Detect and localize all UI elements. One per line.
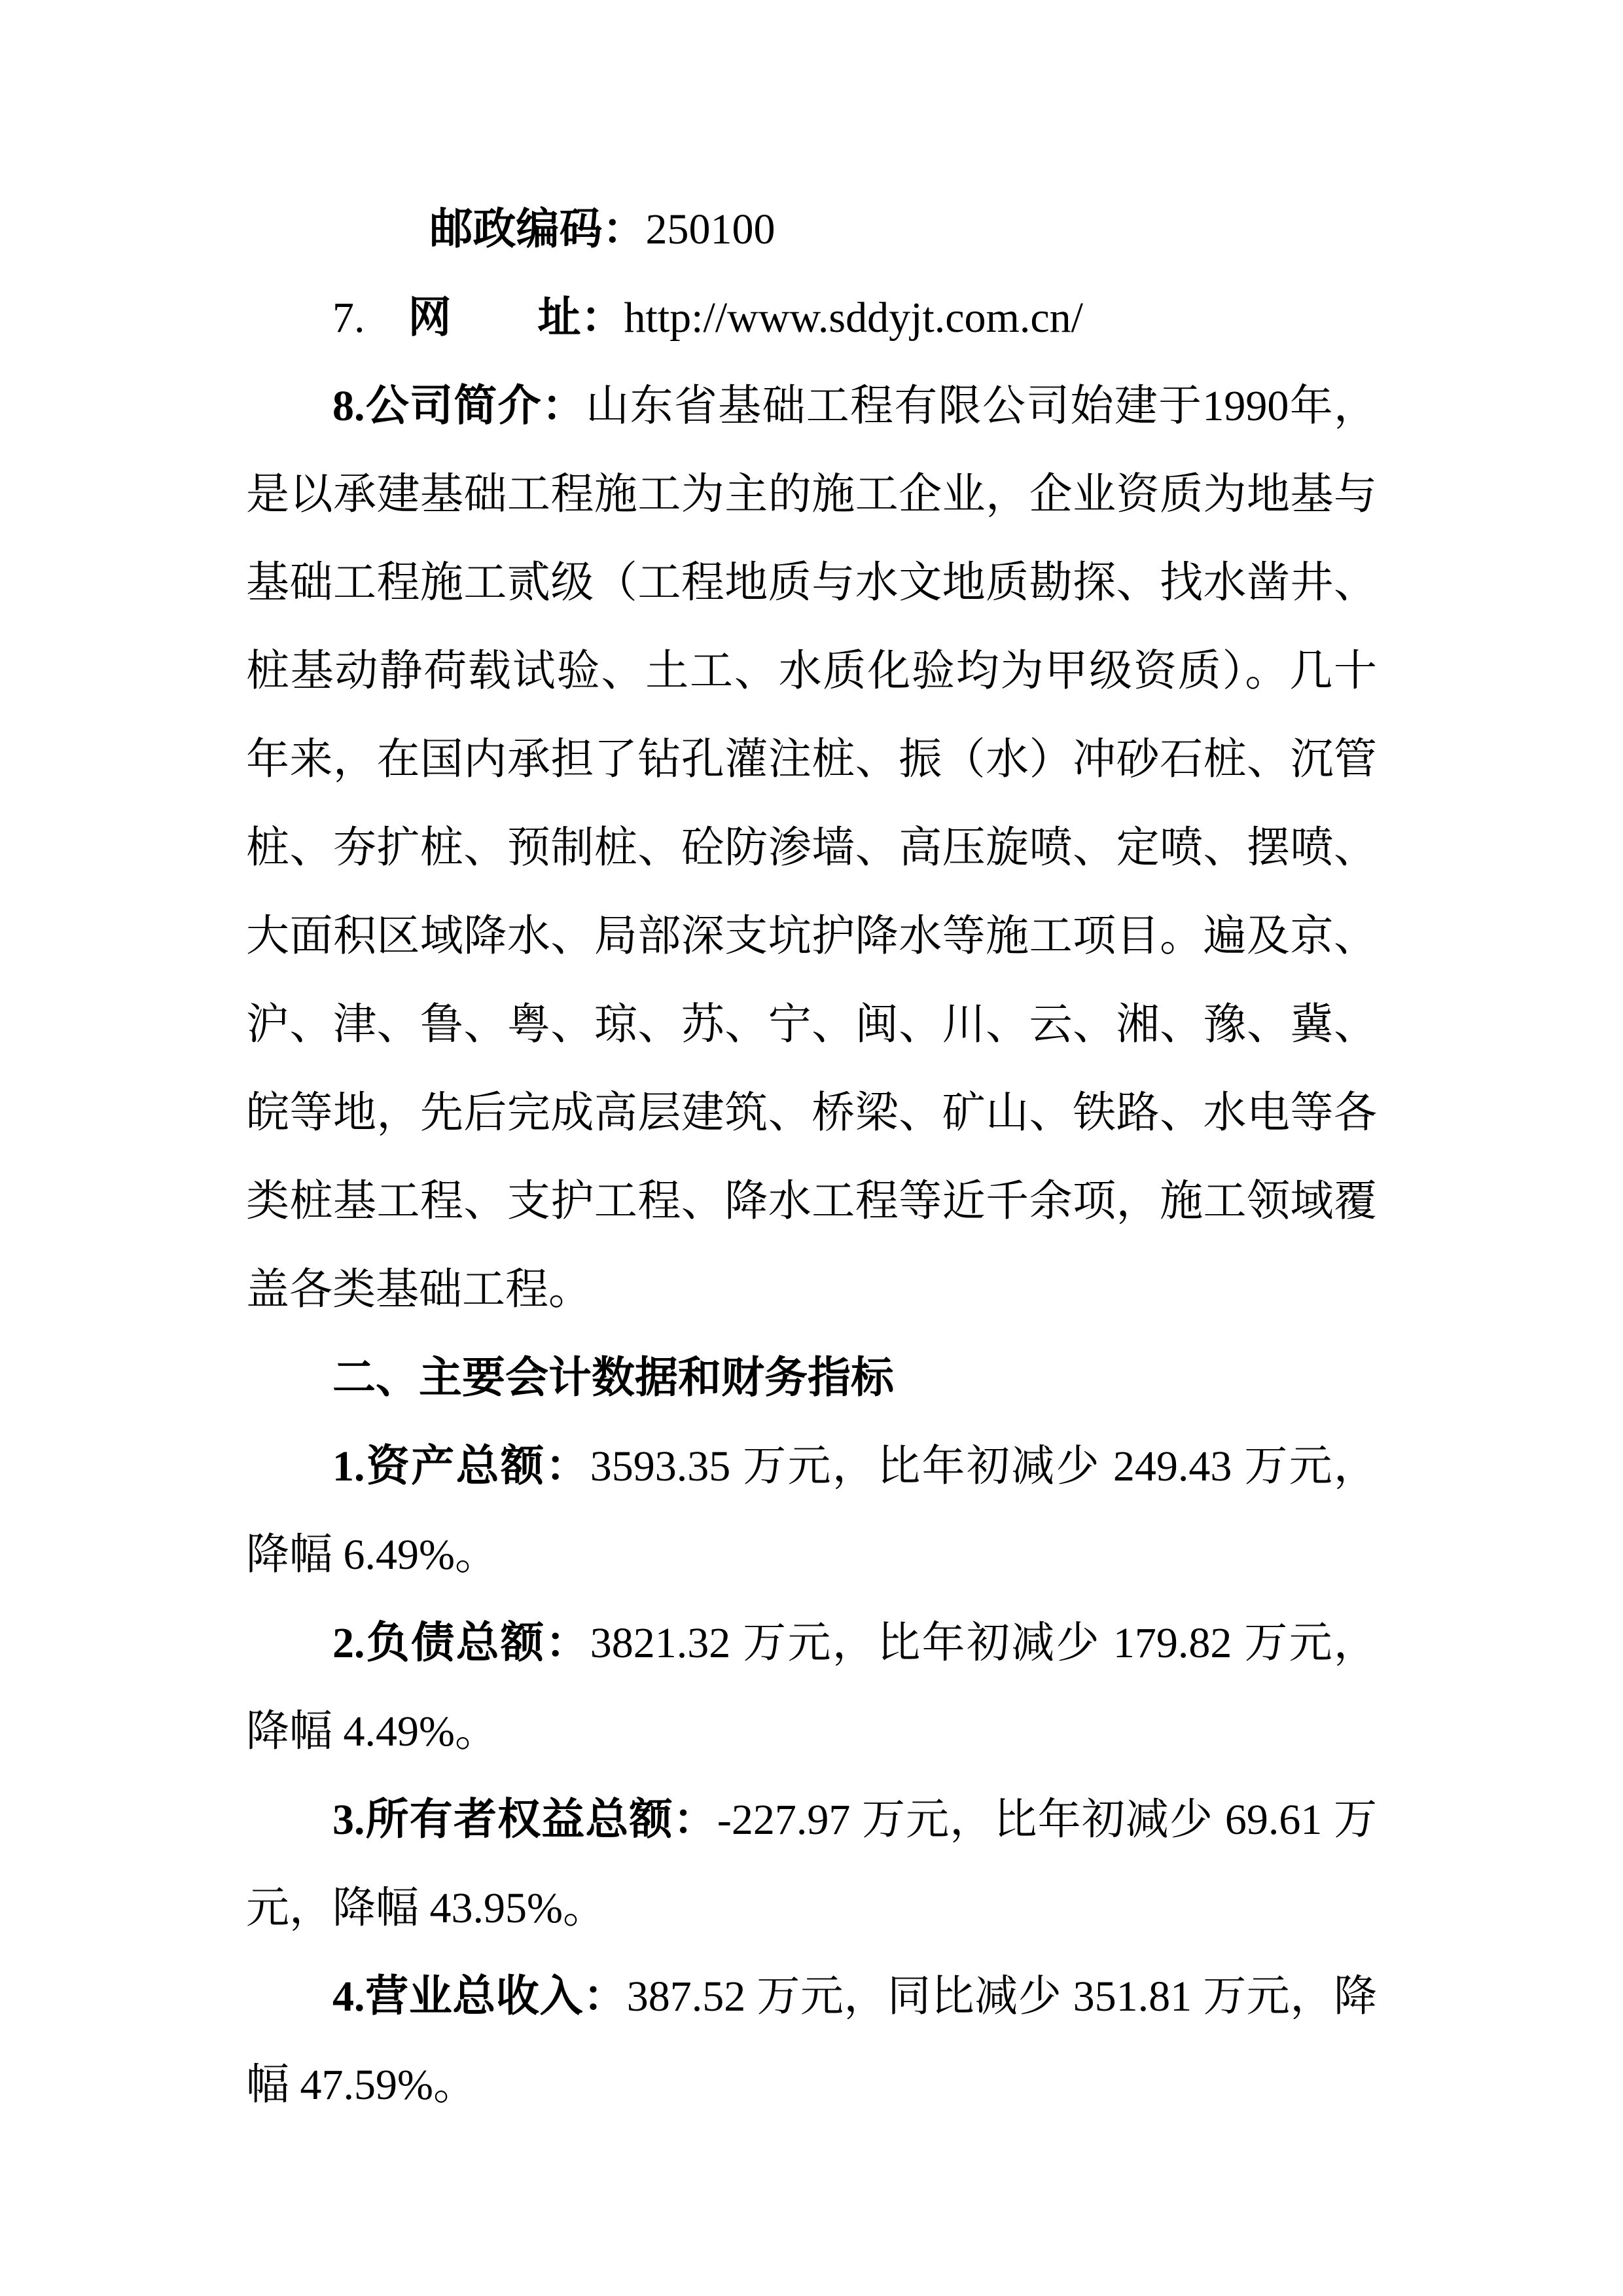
text-segment: 桩基动静荷载试验、土工、水质化验均为甲级资质）。几十: [246, 647, 1377, 695]
text-segment: 250100: [645, 206, 776, 253]
bold-text-segment: 1.资产总额：: [332, 1443, 590, 1490]
text-segment: 降幅 6.49%。: [246, 1531, 498, 1579]
text-line: [246, 1776, 1377, 1864]
bold-text-segment: 二、主要会计数据和财务指标: [332, 1354, 894, 1402]
text-line: [246, 980, 1377, 1069]
text-segment: 皖等地，先后完成高层建筑、桥梁、矿山、铁路、水电等各: [246, 1089, 1377, 1137]
text-line: [246, 450, 1377, 539]
bold-text-segment: 邮政编码：: [429, 206, 646, 253]
text-line: [246, 539, 1377, 627]
bold-text-segment: 4.营业总收入：: [332, 1973, 627, 2020]
text-line: [246, 627, 1377, 715]
text-segment: 基础工程施工贰级（工程地质与水文地质勘探、找水凿井、: [246, 559, 1377, 607]
text-segment: 3821.32 万元，比年初减少 179.82 万元，: [590, 1619, 1378, 1667]
text-segment: 沪、津、鲁、粤、琼、苏、宁、闽、川、云、湘、豫、冀、: [246, 1001, 1377, 1049]
text-segment: http://www.sddyjt.com.cn/: [624, 294, 1084, 342]
text-line: [246, 1952, 1377, 2041]
text-segment: 大面积区域降水、局部深支坑护降水等施工项目。遍及京、: [246, 912, 1377, 960]
bold-text-segment: 网 址：: [408, 294, 624, 342]
text-segment: 是以承建基础工程施工为主的施工企业，企业资质为地基与: [246, 471, 1377, 518]
text-line: [246, 1246, 1377, 1334]
text-line: [246, 804, 1377, 892]
text-line: [246, 1157, 1377, 1246]
text-segment: 387.52 万元，同比减少 351.81 万元，降: [626, 1973, 1378, 2020]
text-line: [246, 1069, 1377, 1157]
text-line: [246, 362, 1377, 450]
text-line: [246, 1599, 1377, 1687]
text-segment: 盖各类基础工程。: [246, 1266, 592, 1314]
text-line: [246, 2041, 1377, 2129]
text-line: [246, 892, 1377, 980]
bold-text-segment: 3.所有者权益总额：: [332, 1796, 717, 1844]
text-segment: 7.: [332, 294, 408, 342]
text-segment: 幅 47.59%。: [246, 2061, 476, 2109]
text-line: [246, 1864, 1377, 1952]
text-segment: 年来，在国内承担了钻孔灌注桩、振（水）冲砂石桩、沉管: [246, 736, 1377, 783]
text-line: [246, 185, 1377, 274]
text-segment: 元，降幅 43.95%。: [246, 1884, 606, 1932]
bold-text-segment: 8.公司简介：: [332, 382, 586, 430]
text-segment: 3593.35 万元，比年初减少 249.43 万元，: [590, 1443, 1378, 1490]
text-segment: -227.97 万元，比年初减少 69.61 万: [717, 1796, 1377, 1844]
text-line: [246, 1334, 1377, 1422]
text-line: [246, 1511, 1377, 1599]
text-line: [246, 715, 1377, 804]
text-segment: 降幅 4.49%。: [246, 1708, 498, 1755]
bold-text-segment: 2.负债总额：: [332, 1619, 590, 1667]
text-segment: 桩、夯扩桩、预制桩、砼防渗墙、高压旋喷、定喷、摆喷、: [246, 824, 1377, 872]
text-line: [246, 1687, 1377, 1776]
text-segment: 山东省基础工程有限公司始建于1990年，: [586, 382, 1378, 430]
text-line: [246, 1422, 1377, 1511]
text-segment: 类桩基工程、支护工程、降水工程等近千余项，施工领域覆: [246, 1177, 1377, 1225]
text-line: [246, 274, 1377, 362]
